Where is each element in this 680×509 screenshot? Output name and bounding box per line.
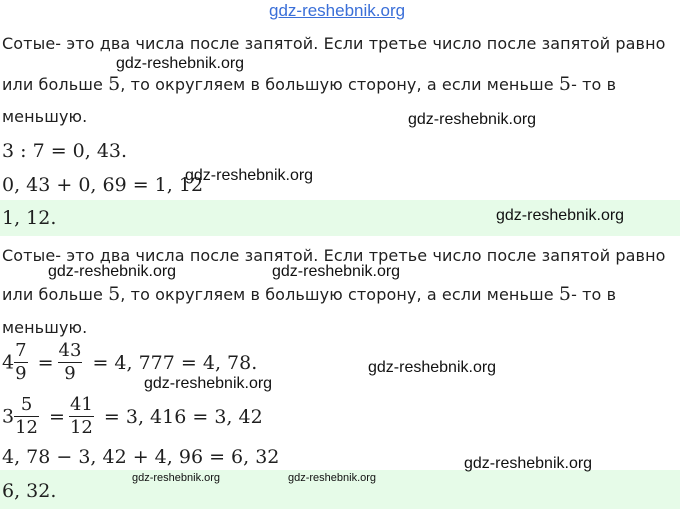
equation-2: 0, 43 + 0, 69 = 1, 12: [2, 174, 204, 196]
watermark-text: gdz-reshebnik.org: [185, 167, 314, 184]
rule-number: 5: [108, 283, 121, 305]
watermark-text: gdz-reshebnik.org: [116, 55, 245, 72]
numerator: 41: [69, 394, 93, 415]
watermark-text: gdz-reshebnik.org: [408, 111, 537, 128]
watermark-text: gdz-reshebnik.org: [272, 263, 401, 280]
denominator: 9: [58, 362, 83, 383]
rule-text-line1: Сотые- это два числа после запятой. Если третье число после запятой равно: [2, 34, 666, 53]
rule-number: 5: [558, 73, 572, 95]
watermark-top[interactable]: gdz-reshebnik.org: [269, 1, 406, 20]
rule-text-part: или больше: [2, 285, 109, 304]
rule-text-line2: [2, 283, 616, 305]
rule-text-part: или больше: [2, 75, 109, 94]
rule-text-part: - то в: [571, 75, 617, 94]
mixed-whole: 3: [2, 405, 15, 428]
rule-text-line1: Сотые- это два числа после запятой. Если третье число после запятой равно: [2, 246, 666, 265]
rule-number: 5: [108, 73, 121, 95]
watermark-text: gdz-reshebnik.org: [144, 375, 273, 392]
equation-rest: = 3, 416 = 3, 42: [103, 405, 263, 428]
answer-2: 6, 32.: [2, 480, 57, 502]
fraction: [58, 342, 83, 383]
rule-text-line3: меньшую.: [2, 107, 88, 126]
watermark-text: gdz-reshebnik.org: [132, 472, 221, 484]
watermark-text: gdz-reshebnik.org: [496, 207, 625, 224]
equation-rest: = 4, 777 = 4, 78.: [92, 351, 258, 374]
numerator: 43: [58, 340, 82, 361]
watermark-text: gdz-reshebnik.org: [368, 359, 497, 376]
answer-1: 1, 12.: [2, 207, 57, 229]
fraction: [14, 342, 27, 383]
fraction-equation-2: [2, 396, 263, 437]
watermark-text: gdz-reshebnik.org: [48, 263, 177, 280]
rule-text-part: , то округляем в большую сторону, а если меньше: [120, 75, 559, 94]
rule-number: 5: [558, 283, 572, 305]
rule-text-part: , то округляем в большую сторону, а если меньше: [120, 285, 559, 304]
equation-1: 3 : 7 = 0, 43.: [2, 140, 128, 162]
equals-sign: =: [49, 405, 65, 428]
equals-sign: =: [37, 351, 54, 374]
denominator: 12: [69, 417, 93, 438]
rule-text-line3: меньшую.: [2, 318, 88, 337]
watermark-text: gdz-reshebnik.org: [464, 455, 593, 472]
numerator: 7: [15, 340, 27, 361]
fraction: [14, 396, 39, 437]
mixed-whole: 4: [2, 351, 15, 374]
watermark-text: gdz-reshebnik.org: [288, 472, 377, 484]
rule-text-line2: [2, 73, 616, 95]
numerator: 5: [20, 394, 33, 415]
rule-text-part: - то в: [571, 285, 617, 304]
denominator: 9: [15, 363, 27, 384]
equation-3: 4, 78 − 3, 42 + 4, 96 = 6, 32: [2, 446, 280, 468]
denominator: 12: [15, 417, 38, 438]
fraction: [69, 396, 94, 437]
